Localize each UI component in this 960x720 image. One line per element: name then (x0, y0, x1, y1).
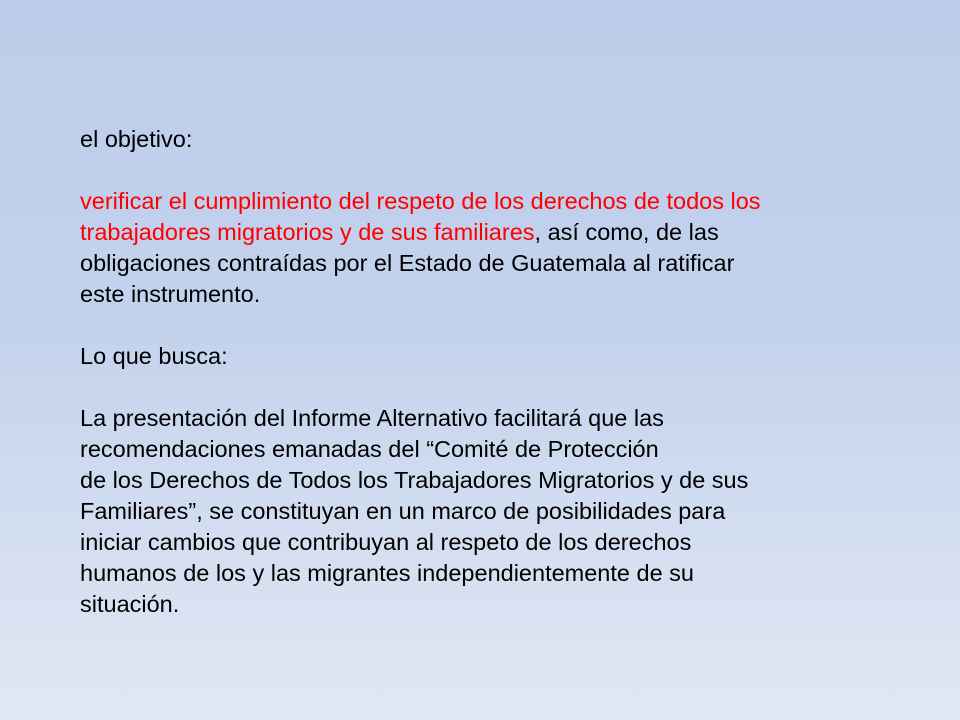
objetivo-paragraph (80, 186, 900, 310)
objetivo-line-2 (80, 217, 900, 248)
objetivo-line-2-highlight: trabajadores migratorios y de sus familiares (80, 219, 535, 245)
busca-line-4: Familiares”, se constituyan en un marco de posibilidades para (80, 498, 726, 524)
spacer (80, 155, 900, 186)
objetivo-line-1: verificar el cumplimiento del respeto de los derechos de todos los (80, 188, 761, 214)
objetivo-line-4: este instrumento. (80, 281, 261, 307)
busca-paragraph (80, 403, 900, 620)
busca-line-3: de los Derechos de Todos los Trabajadores Migratorios y de sus (80, 467, 749, 493)
busca-line-2: recomendaciones emanadas del “Comité de Protección (80, 436, 659, 462)
busca-line-1: La presentación del Informe Alternativo facilitará que las (80, 405, 664, 431)
heading-objetivo-text: el objetivo: (80, 126, 193, 152)
objetivo-line-3: obligaciones contraídas por el Estado de Guatemala al ratificar (80, 250, 735, 276)
busca-line-6: humanos de los y las migrantes independientemente de su (80, 560, 694, 586)
busca-line-5: iniciar cambios que contribuyan al respeto de los derechos (80, 529, 692, 555)
busca-line-7: situación. (80, 591, 180, 617)
heading-busca (80, 341, 900, 372)
heading-objetivo (80, 124, 900, 155)
slide-body (80, 124, 900, 620)
objetivo-line-2-rest: , así como, de las (534, 219, 719, 245)
spacer (80, 310, 900, 341)
heading-busca-text: Lo que busca: (80, 343, 228, 369)
spacer (80, 372, 900, 403)
